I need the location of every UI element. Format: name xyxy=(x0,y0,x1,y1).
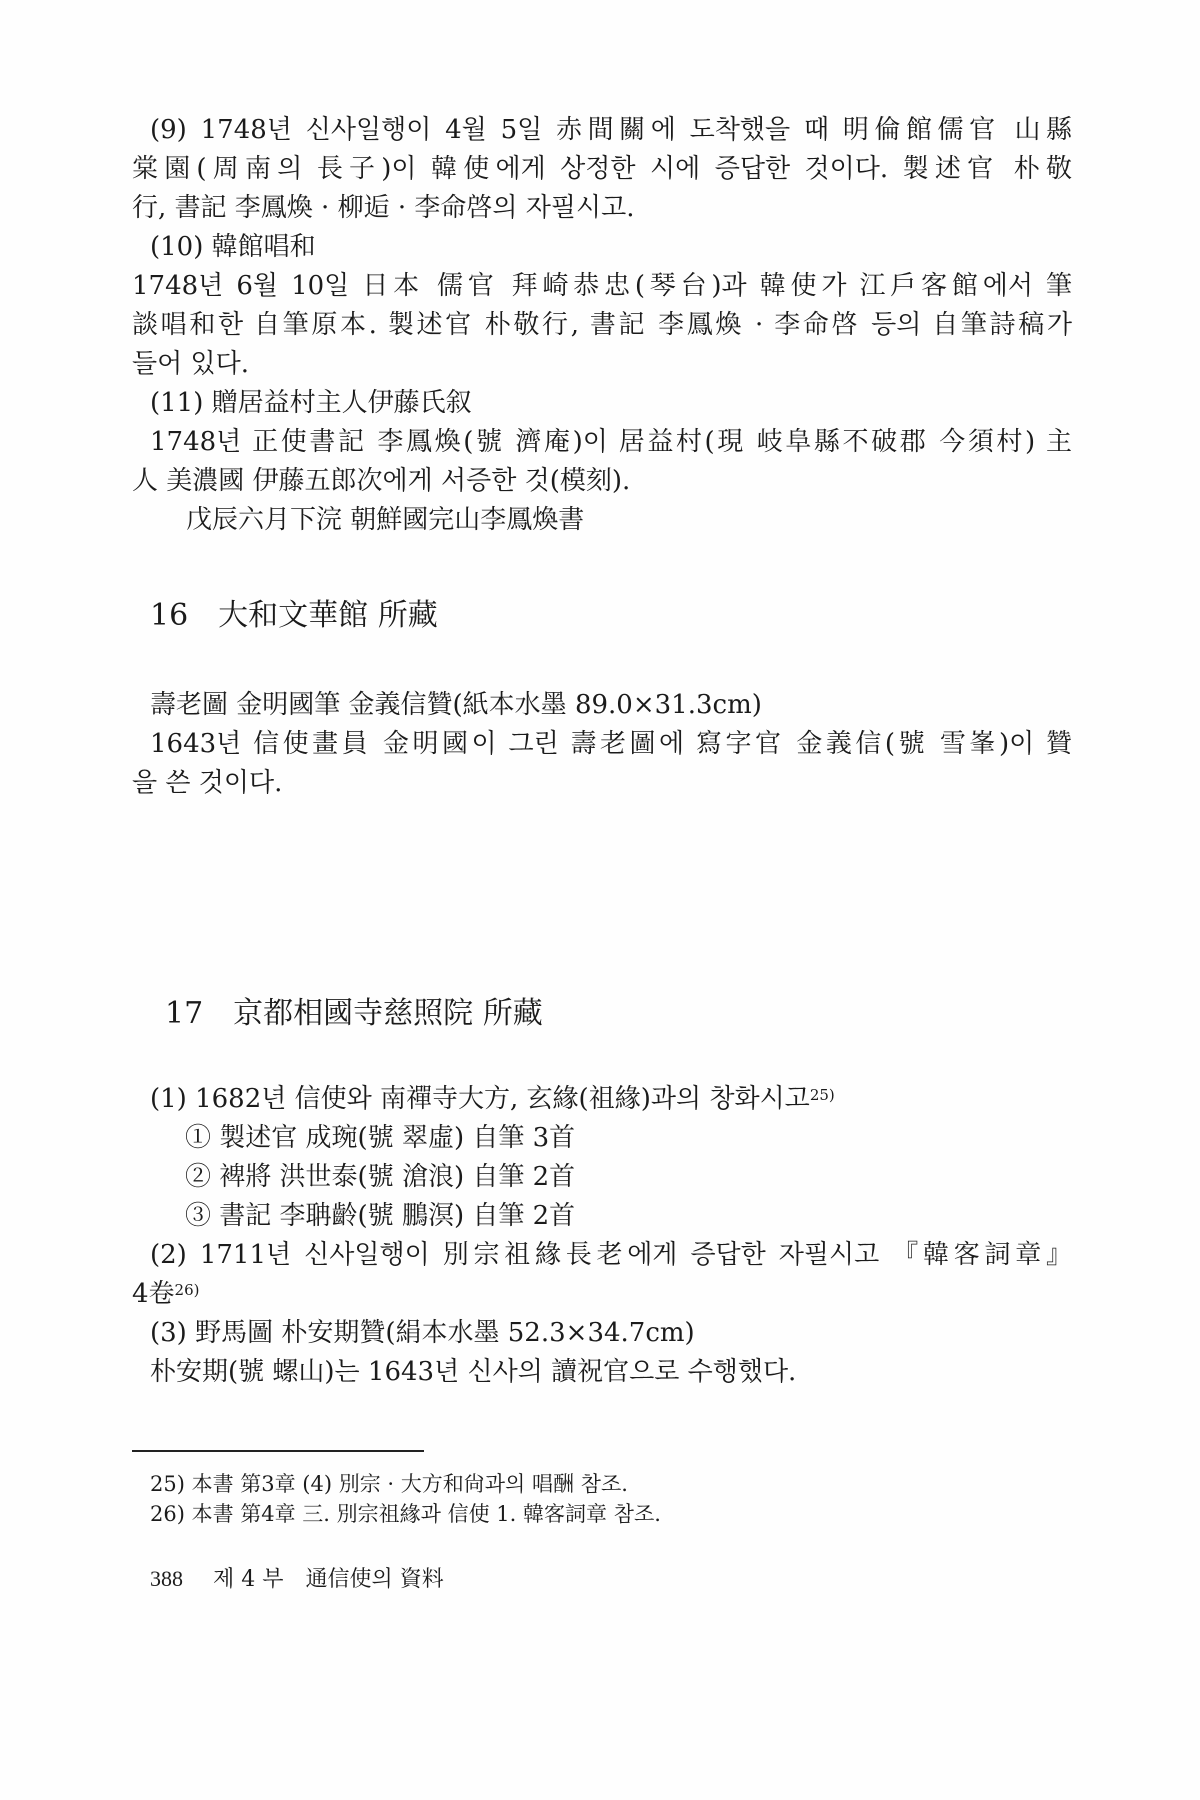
section-17-item-1-text: (1) 1682년 信使와 南禪寺大方, 玄緣(祖緣)과의 창화시고 xyxy=(150,1084,810,1114)
section-17-item-2-cont-text: 4卷 xyxy=(132,1279,175,1309)
section-16-title: 16 大和文華館 所藏 xyxy=(150,598,438,633)
paragraph-9-line-3: 行, 書記 李鳳煥 · 柳逅 · 李命啓의 자필시고. xyxy=(132,193,635,223)
section-17-item-1 xyxy=(150,1082,835,1116)
section-17-item-2: (2) 1711년 신사일행이 別宗祖緣長老에게 증답한 자필시고 『韓客詞章』 xyxy=(150,1240,1072,1270)
part-label: 제 4 부 xyxy=(213,1567,284,1592)
page-footer xyxy=(150,1562,444,1597)
footnote-divider xyxy=(132,1450,424,1452)
running-title: 通信使의 資料 xyxy=(305,1567,444,1592)
section-17-item-3: (3) 野馬圖 朴安期贊(絹本水墨 52.3×34.7cm) xyxy=(150,1318,695,1348)
item-11-line-1: 1748년 正使書記 李鳳煥(號 濟庵)이 居益村(現 岐阜縣不破郡 今須村) 主 xyxy=(150,427,1072,457)
item-10-heading: (10) 韓館唱和 xyxy=(150,232,316,262)
section-17-sub-3: ③ 書記 李聃齡(號 鵬溟) 自筆 2首 xyxy=(185,1201,576,1231)
section-17-sub-1: ① 製述官 成琬(號 翠虛) 自筆 3首 xyxy=(185,1123,576,1153)
section-17-item-2-cont xyxy=(132,1277,200,1311)
section-16-line-2: 1643년 信使畫員 金明國이 그린 壽老圖에 寫字官 金義信(號 雪峯)이 贊 xyxy=(150,729,1072,759)
page-number: 388 xyxy=(150,1566,183,1591)
item-11-heading: (11) 贈居益村主人伊藤氏叙 xyxy=(150,388,472,418)
footnote-ref-25: 25) xyxy=(809,1086,835,1104)
footnote-ref-26: 26) xyxy=(174,1281,200,1299)
item-10-line-1: 1748년 6월 10일 日本 儒官 拜崎恭忠(琴台)과 韓使가 江戶客館에서 筆 xyxy=(132,271,1072,301)
item-11-line-2: 人 美濃國 伊藤五郎次에게 서증한 것(模刻). xyxy=(132,466,631,496)
item-10-line-3: 들어 있다. xyxy=(132,349,249,379)
section-17-title: 17 京都相國寺慈照院 所藏 xyxy=(165,996,543,1031)
section-17-item-3-description: 朴安期(號 螺山)는 1643년 신사의 讀祝官으로 수행했다. xyxy=(150,1357,797,1387)
item-10-line-2: 談唱和한 自筆原本. 製述官 朴敬行, 書記 李鳳煥 · 李命啓 등의 自筆詩稿가 xyxy=(132,310,1072,340)
item-11-signature-line: 戊辰六月下浣 朝鮮國完山李鳳煥書 xyxy=(186,505,585,535)
paragraph-9-line-1: (9) 1748년 신사일행이 4월 5일 赤間關에 도착했을 때 明倫館儒官 山縣 xyxy=(150,115,1072,145)
section-16-line-1: 壽老圖 金明國筆 金義信贊(紙本水墨 89.0×31.3cm) xyxy=(150,690,762,720)
footnote-26: 26) 本書 第4章 三. 別宗祖緣과 信使 1. 韓客詞章 참조. xyxy=(150,1502,661,1526)
section-17-sub-2: ② 裨將 洪世泰(號 滄浪) 自筆 2首 xyxy=(185,1162,576,1192)
paragraph-9-line-2: 棠園(周南의 長子)이 韓使에게 상정한 시에 증답한 것이다. 製述官 朴敬 xyxy=(132,154,1072,184)
footnote-25: 25) 本書 第3章 (4) 別宗 · 大方和尙과의 唱酬 참조. xyxy=(150,1472,628,1496)
section-16-line-3: 을 쓴 것이다. xyxy=(132,768,283,798)
